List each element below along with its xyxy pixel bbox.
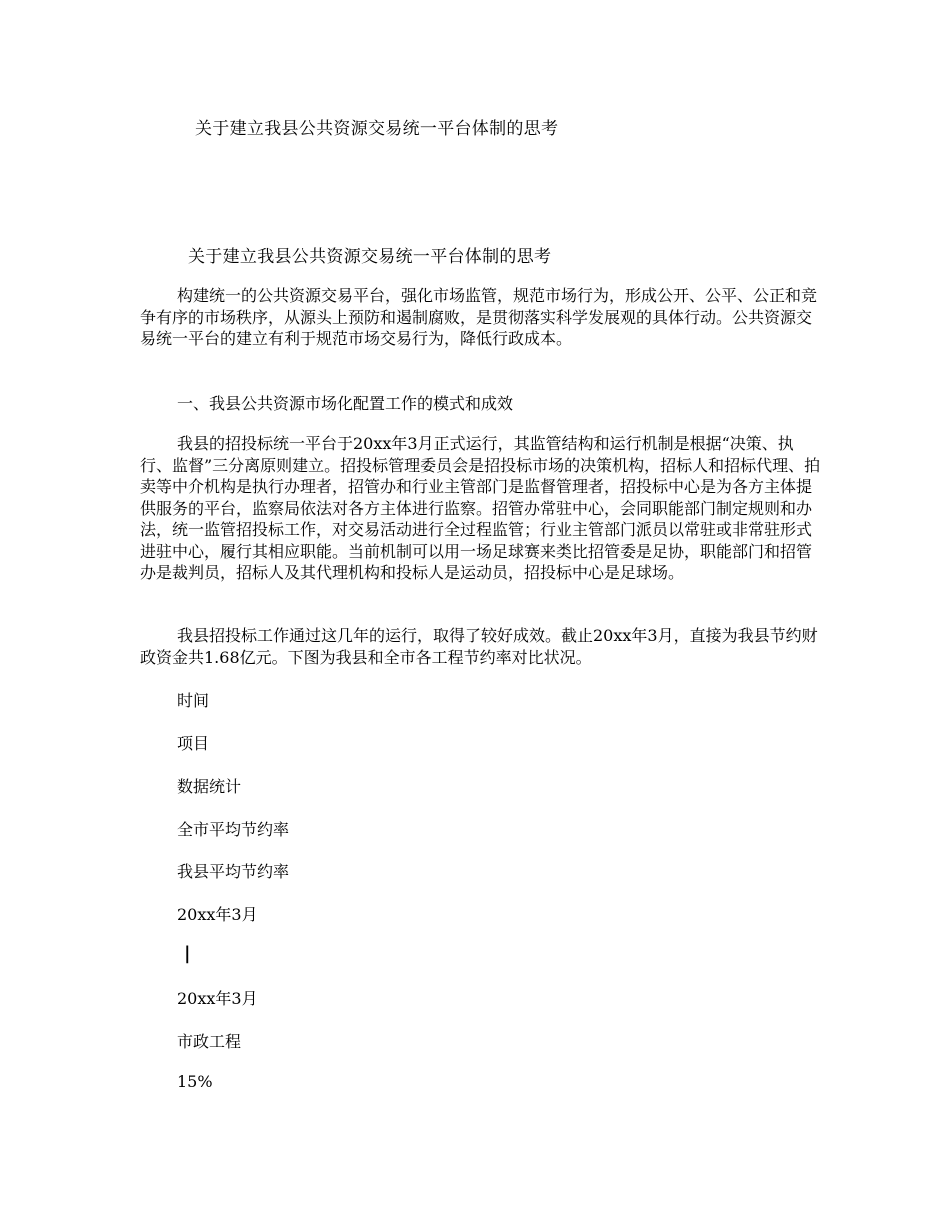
list-item-project: 项目 xyxy=(177,734,210,753)
list-item-city-average: 全市平均节约率 xyxy=(177,820,290,839)
heading-section-1: 一、我县公共资源市场化配置工作的模式和成效 xyxy=(177,394,514,413)
paragraph-intro: 构建统一的公共资源交易平台，强化市场监管，规范市场行为，形成公开、公平、公正和竞争有序的市场秩序，从源头上预防和遏制腐败，是贯彻落实科学发展观的具体行动。公共资源交易统一平台的建立有利于规范市场交易行为，降低行政成本。 xyxy=(140,286,818,348)
list-item-date-end: 20xx年3月 xyxy=(177,989,258,1008)
list-item-date-start: 20xx年3月 xyxy=(177,905,258,924)
list-item-county-average: 我县平均节约率 xyxy=(177,862,290,881)
paragraph-results: 我县招投标工作通过这几年的运行，取得了较好成效。截止20xx年3月，直接为我县节约财政资金共1.68亿元。下图为我县和全市各工程节约率对比状况。 xyxy=(140,626,818,667)
list-item-municipal: 市政工程 xyxy=(177,1032,242,1051)
list-item-rate: 15% xyxy=(177,1072,213,1091)
paragraph-mechanism: 我县的招投标统一平台于20xx年3月正式运行，其监管结构和运行机制是根据“决策、执行、监督”三分离原则建立。招投标管理委员会是招投标市场的决策机构，招标人和招标代理、拍卖等中介机构是执行办理者，招管办和行业主管部门是监督管理者，招投标中心是为各方主体提供服务的平台，监察局依法对各方主体进行监察。招管办常驻中心，会同职能部门制定规则和办法，统一监管招投标工作，对交易活动进行全过程监管；行业主管部门派员以常驻或非常驻形式进驻中心，履行其相应职能。当前机制可以用一场足球赛来类比招管委是足协，职能部门和招管办是裁判员，招标人及其代理机构和投标人是运动员，招投标中心是足球场。 xyxy=(140,434,821,582)
section-title: 关于建立我县公共资源交易统一平台体制的思考 xyxy=(188,247,552,267)
list-item-separator: | xyxy=(184,943,191,964)
list-item-time: 时间 xyxy=(177,691,210,710)
document-title: 关于建立我县公共资源交易统一平台体制的思考 xyxy=(195,119,559,139)
list-item-statistics: 数据统计 xyxy=(177,777,242,796)
